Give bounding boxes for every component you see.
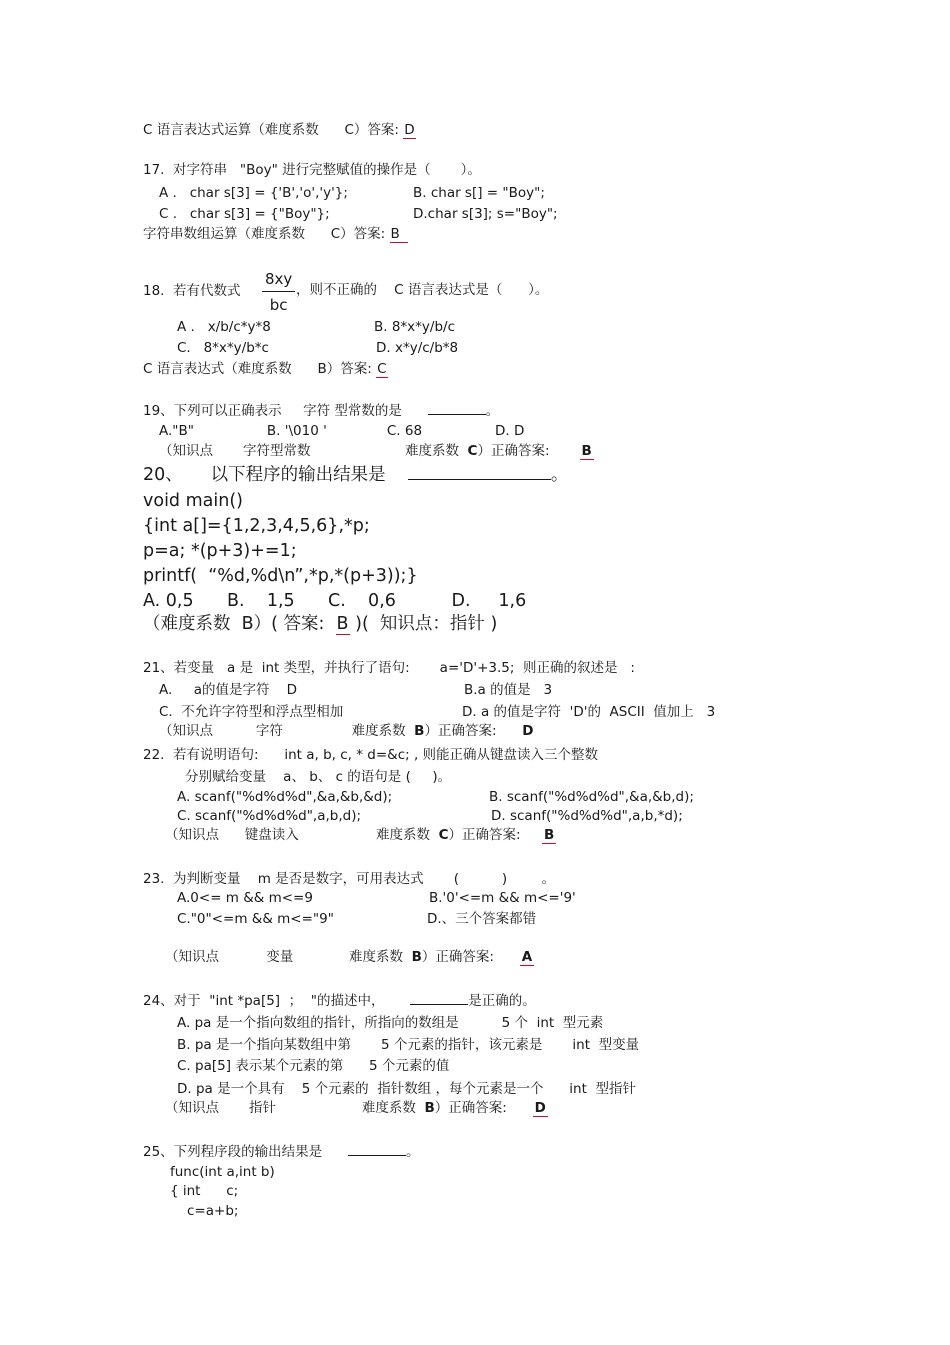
q20-stem-end: 。 (550, 465, 569, 485)
q20-meta-suffix: )( 知识点：指针 ) (349, 614, 498, 634)
q24-answer: D (534, 1100, 546, 1116)
q24-meta (165, 1099, 548, 1117)
q24-stem-end: 是正确的。 (468, 993, 536, 1009)
q18-fraction-denominator: bc (269, 296, 288, 314)
q19-meta-label: ）正确答案: (477, 443, 554, 459)
q16-meta (143, 121, 416, 139)
q18-option-c: C. 8*x*y/b*c (177, 340, 269, 356)
q24-option-d: D. pa 是一个具有 5 个元素的 指针数组 ，每个元素是一个 int 型指针 (177, 1081, 636, 1097)
q20-meta (143, 613, 497, 635)
q19-stem-end: 。 (485, 403, 500, 419)
q18-stem-after: ，则不正确的 C 语言表达式是（ ）。 (296, 282, 549, 298)
q18-meta-text: C 语言表达式（难度系数 B）答案: (143, 361, 377, 377)
q22-option-a: A. scanf("%d%d%d",&a,&b,&d); (177, 789, 393, 805)
q24-stem-text: 24、对于 "int *pa[5] ； "的描述中， (143, 993, 385, 1009)
q24-difficulty: B (424, 1100, 435, 1116)
q20-code-line-4: printf( “%d,%d\n”,*p,*(p+3));} (143, 566, 418, 586)
q17-option-a: A . char s[3] = {'B','o','y'}; (159, 185, 348, 201)
q17-meta-text: 字符串数组运算（难度系数 C）答案: (143, 226, 390, 242)
q20-meta-text: （难度系数 B）( 答案: (143, 614, 336, 634)
q25-code-line-3: c=a+b; (187, 1203, 239, 1219)
q21-option-b: B.a 的值是 3 (464, 682, 553, 698)
q24-blank (410, 992, 468, 1005)
q18-fraction (262, 270, 295, 314)
q21-stem: 21、若变量 a 是 int 类型，并执行了语句: a='D'+3.5; 则正确的叙述是 : (143, 660, 635, 676)
q23-meta-text: （知识点 变量 难度系数 (165, 949, 412, 965)
q21-answer: D (522, 723, 534, 739)
q22-meta-text: （知识点 键盘读入 难度系数 (165, 827, 439, 843)
q23-meta-label: ）正确答案: (421, 949, 499, 965)
q24-option-a: A. pa 是一个指向数组的指针，所指向的数组是 5 个 int 型元素 (177, 1015, 604, 1031)
q21-option-a: A. a的值是字符 D (159, 682, 298, 698)
q21-difficulty: B (414, 723, 425, 739)
q22-option-d: D. scanf("%d%d%d",a,b,*d); (491, 808, 683, 824)
q25-blank (348, 1143, 406, 1156)
q24-meta-text: （知识点 指针 难度系数 (165, 1100, 425, 1116)
q18-answer: C (377, 361, 387, 377)
q23-difficulty: B (411, 949, 422, 965)
q21-meta-text: （知识点 字符 难度系数 (159, 723, 415, 739)
q20-code-line-1: void main() (143, 491, 243, 511)
q19-meta-text: （知识点 字符型常数 难度系数 (159, 443, 468, 459)
q20-stem-text: 20、 以下程序的输出结果是 (143, 465, 386, 485)
q17-option-c: C . char s[3] = {"Boy"}; (159, 206, 330, 222)
q24-meta-label: ）正确答案: (434, 1100, 512, 1116)
q22-option-c: C. scanf("%d%d%d",a,b,d); (177, 808, 362, 824)
q22-stem-line-2: 分别赋给变量 a、 b、 c 的语句是 ( )。 (185, 769, 452, 785)
q23-stem: 23. 为判断变量 m 是否是数字，可用表达式 ( ) 。 (143, 871, 555, 887)
q23-option-c: C."0"<=m && m<="9" (177, 911, 334, 927)
q23-option-d: D.、三个答案都错 (427, 911, 537, 927)
q24-option-c: C. pa[5] 表示某个元素的第 5 个元素的值 (177, 1058, 450, 1074)
q25-code-line-1: func(int a,int b) (170, 1164, 275, 1180)
q22-difficulty: C (438, 827, 449, 843)
q19-stem-text: 19、下列可以正确表示 字符 型常数的是 (143, 403, 402, 419)
q17-stem: 17. 对字符串 "Boy" 进行完整赋值的操作是（ ）。 (143, 162, 481, 178)
q20-code-line-3: p=a; *(p+3)+=1; (143, 541, 297, 561)
q22-option-b: B. scanf("%d%d%d",&a,&b,d); (489, 789, 694, 805)
q23-option-a: A.0<= m && m<=9 (177, 890, 313, 906)
q17-answer: B (390, 226, 408, 243)
q21-option-d: D. a 的值是字符 'D'的 ASCII 值加上 3 (462, 704, 716, 720)
q17-option-b: B. char s[] = "Boy"; (413, 185, 545, 201)
q18-fraction-numerator: 8xy (262, 270, 295, 292)
q20-options: A. 0,5 B. 1,5 C. 0,6 D. 1,6 (143, 591, 527, 611)
q16-answer: D (404, 122, 415, 138)
q24-stem (143, 992, 536, 1010)
q22-meta (165, 826, 556, 844)
q21-meta-label: ）正确答案: (424, 723, 501, 739)
q22-stem: 22. 若有说明语句: int a, b, c, * d=&c; , 则能正确从键盘读入三个整数 (143, 747, 599, 763)
q18-option-d: D. x*y/c/b*8 (376, 340, 459, 356)
q18-meta (143, 360, 388, 378)
q20-stem (143, 464, 568, 486)
q21-meta (159, 722, 533, 740)
q19-answer: B (581, 443, 592, 459)
q23-answer: A (521, 949, 533, 965)
q22-meta-label: ）正确答案: (448, 827, 525, 843)
q18-option-b: B. 8*x*y/b/c (374, 319, 455, 335)
q22-answer: B (544, 827, 555, 843)
q17-meta (143, 225, 408, 243)
q20-blank (408, 464, 551, 480)
q19-stem (143, 402, 499, 420)
q25-stem (143, 1143, 419, 1161)
q19-blank (428, 402, 486, 415)
q19-difficulty: C (467, 443, 478, 459)
q19-options: A."B" B. '\010 ' C. 68 D. D (159, 423, 525, 439)
q18-option-a: A . x/b/c*y*8 (177, 319, 271, 335)
q20-answer: B (336, 614, 349, 634)
q17-option-d: D.char s[3]; s="Boy"; (413, 206, 558, 222)
q25-stem-end: 。 (405, 1144, 420, 1160)
q16-meta-text: C 语言表达式运算（难度系数 C）答案: (143, 122, 404, 138)
q25-code-line-2: { int c; (170, 1183, 239, 1199)
q21-option-c: C. 不允许字符型和浮点型相加 (159, 704, 344, 720)
q19-meta (159, 442, 594, 460)
q25-stem-text: 25、下列程序段的输出结果是 (143, 1144, 323, 1160)
q23-meta (165, 948, 534, 966)
q24-option-b: B. pa 是一个指向某数组中第 5 个元素的指针，该元素是 int 型变量 (177, 1037, 640, 1053)
q20-code-line-2: {int a[]={1,2,3,4,5,6},*p; (143, 516, 370, 536)
q18-stem-before: 18. 若有代数式 (143, 283, 241, 299)
q23-option-b: B.'0'<=m && m<='9' (429, 890, 576, 906)
